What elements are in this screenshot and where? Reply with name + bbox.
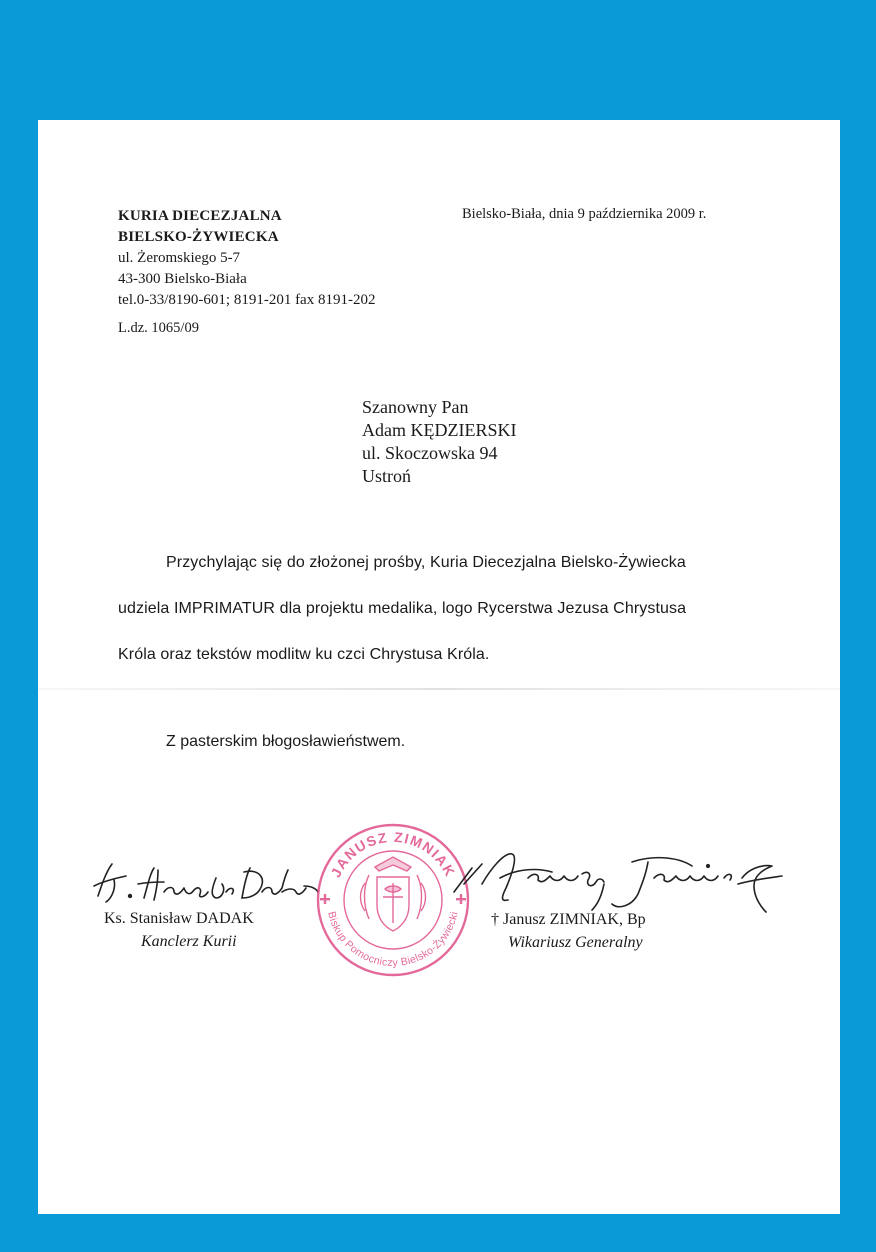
left-signature-handwriting [92,858,322,908]
addressee-city: Ustroń [362,466,411,486]
addressee-name: Adam KĘDZIERSKI [362,420,517,440]
paper-fold-line [38,688,840,690]
sender-phone: tel.0-33/8190-601; 8191-201 fax 8191-202 [118,292,376,308]
sender-city: 43-300 Bielsko-Biała [118,271,247,287]
right-signatory-name: † Janusz ZIMNIAK, Bp [491,911,646,928]
body-line-2: udziela IMPRIMATUR dla projektu medalika, logo Rycerstwa Jezusa Chrystusa [118,600,687,617]
addressee-salutation: Szanowny Pan [362,397,469,417]
sender-name-line1: KURIA DIECEZJALNA [118,208,282,224]
letter-page [38,120,840,1214]
sender-block [118,206,375,311]
left-signatory-title: Kanclerz Kurii [141,933,237,950]
body-line-1: Przychylając się do złożonej prośby, Kuria Diecezjalna Bielsko-Żywiecka [166,554,686,571]
sender-name-line2: BIELSKO-ŻYWIECKA [118,229,279,245]
svg-text:JANUSZ ZIMNIAK [327,829,458,880]
stamp-coat-of-arms-icon [361,857,426,931]
reference-number: L.dz. 1065/09 [118,320,199,336]
sender-street: ul. Żeromskiego 5-7 [118,250,241,266]
right-signature-handwriting [442,848,792,918]
right-signatory-title: Wikariusz Generalny [508,934,643,951]
body-line-3: Króla oraz tekstów modlitw ku czci Chrystusa Króla. [118,646,490,663]
closing-greeting: Z pasterskim błogosławieństwem. [166,733,406,750]
place-date: Bielsko-Biała, dnia 9 października 2009 r. [462,206,707,222]
addressee-block [362,396,516,488]
addressee-street: ul. Skoczowska 94 [362,443,498,463]
left-signatory-name: Ks. Stanisław DADAK [104,910,254,927]
stamp-bottom-text: Biskup Pomocniczy Bielsko-Żywiecki [325,910,461,970]
stamp-top-text: JANUSZ ZIMNIAK [327,828,459,880]
